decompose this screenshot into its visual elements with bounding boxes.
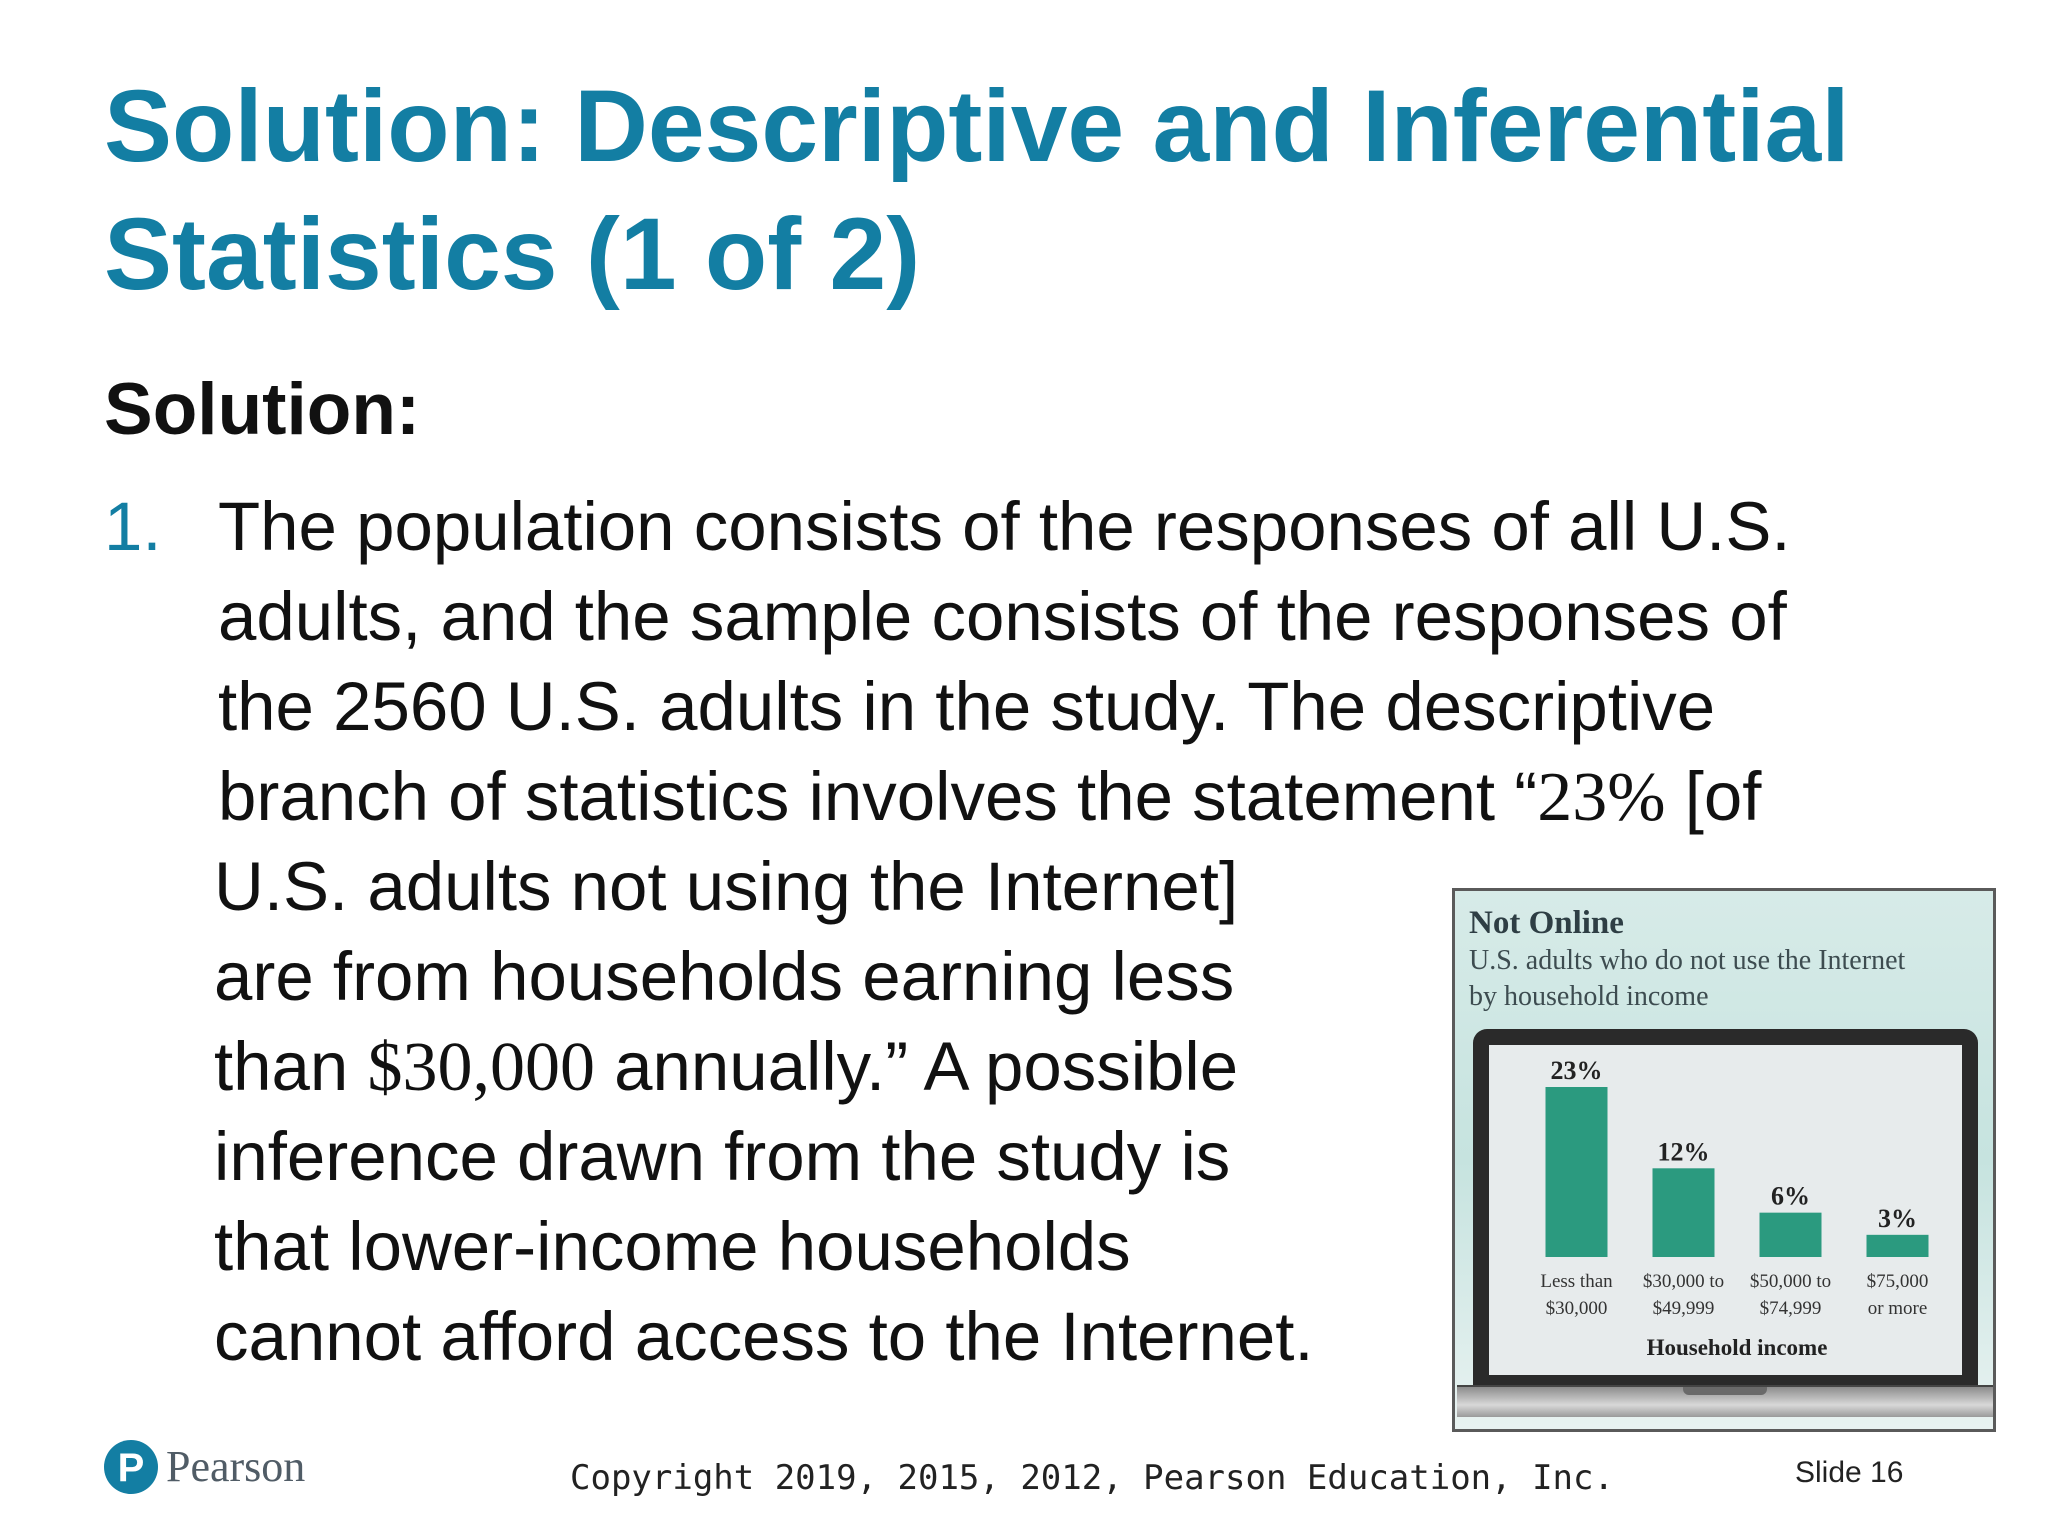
category-label-0-0: Less than xyxy=(1540,1271,1613,1292)
copyright-notice: Copyright 2019, 2015, 2012, Pearson Education, Inc. xyxy=(570,1458,1614,1498)
figure-title: Not Online xyxy=(1469,905,1624,941)
laptop-base xyxy=(1457,1385,1993,1417)
list-number: 1. xyxy=(104,488,162,565)
body-line-8: inference drawn from the study is xyxy=(214,1118,1231,1195)
body-line-3: the 2560 U.S. adults in the study. The descriptive xyxy=(218,668,1716,745)
category-label-3-0: $75,000 xyxy=(1866,1271,1929,1292)
percent-math: 23% xyxy=(1537,759,1666,836)
bar-2 xyxy=(1760,1213,1822,1257)
solution-heading: Solution: xyxy=(104,369,421,450)
body-line-10: cannot afford access to the Internet. xyxy=(214,1298,1314,1375)
bar-value-label-1: 12% xyxy=(1657,1137,1710,1167)
category-label-2-0: $50,000 to xyxy=(1749,1271,1832,1292)
body-line-4-text: branch of statistics involves the statement “ xyxy=(218,758,1538,835)
slide-title-line-2: Statistics (1 of 2) xyxy=(104,197,921,311)
category-label-0-1: $30,000 xyxy=(1545,1298,1608,1319)
category-label-1-0: $30,000 to xyxy=(1642,1271,1725,1292)
dollar-math: $30,000 xyxy=(367,1029,595,1106)
bar-value-label-3: 3% xyxy=(1878,1203,1917,1233)
category-label-3-1: or more xyxy=(1867,1298,1928,1319)
body-line-4-tail: [of xyxy=(1665,758,1762,835)
x-axis-label: Household income xyxy=(1646,1335,1828,1360)
slide-number: Slide 16 xyxy=(1795,1456,1904,1489)
bar-value-label-2: 6% xyxy=(1771,1181,1810,1211)
body-line-4 xyxy=(218,752,1761,843)
bar-0 xyxy=(1546,1087,1608,1257)
figure-subtitle-line-1: U.S. adults who do not use the Internet xyxy=(1469,945,1906,976)
bar-chart xyxy=(1489,1045,1962,1375)
pearson-logo-icon: P xyxy=(104,1440,158,1494)
body-line-9: that lower-income households xyxy=(214,1208,1131,1285)
bar-1 xyxy=(1653,1168,1715,1257)
laptop-frame xyxy=(1473,1029,1978,1389)
figure-subtitle xyxy=(1469,943,1989,1015)
laptop-screen xyxy=(1489,1045,1962,1375)
body-line-7-tail: annually.” A possible xyxy=(594,1028,1239,1105)
body-line-1: The population consists of the responses of all U.S. xyxy=(218,488,1791,565)
laptop-notch xyxy=(1683,1387,1767,1395)
slide-title-line-1: Solution: Descriptive and Inferential xyxy=(104,69,1850,183)
category-label-1-1: $49,999 xyxy=(1652,1298,1715,1319)
bar-3 xyxy=(1867,1235,1929,1257)
not-online-figure xyxy=(1452,888,1996,1432)
slide-title xyxy=(104,62,1984,318)
body-line-2: adults, and the sample consists of the responses of xyxy=(218,578,1787,655)
body-line-7-text: than xyxy=(214,1028,368,1105)
figure-subtitle-line-2: by household income xyxy=(1469,981,1709,1012)
body-line-6: are from households earning less xyxy=(214,938,1235,1015)
category-label-2-1: $74,999 xyxy=(1759,1298,1822,1319)
body-line-5: U.S. adults not using the Internet] xyxy=(214,848,1239,925)
pearson-wordmark: Pearson xyxy=(166,1442,306,1491)
bar-value-label-0: 23% xyxy=(1550,1056,1603,1085)
body-line-7 xyxy=(214,1022,1238,1113)
